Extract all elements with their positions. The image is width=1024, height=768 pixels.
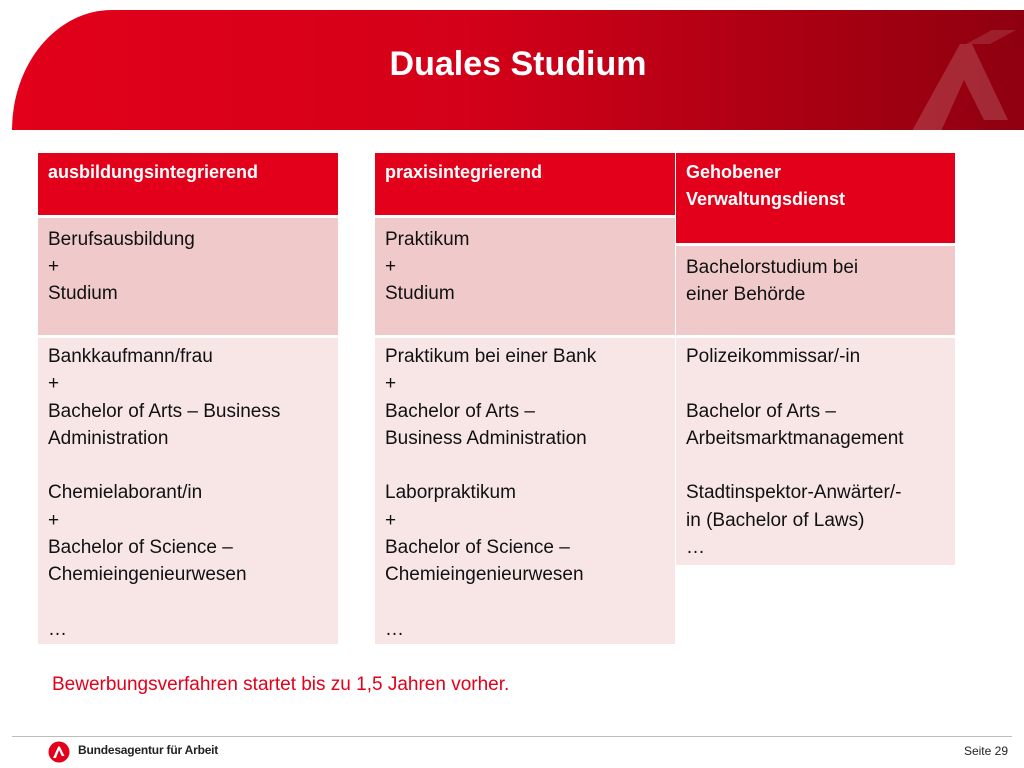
column-examples: Polizeikommissar/-in Bachelor of Arts – Arbeitsmarktmanagement Stadtinspektor-Anwärter/- in (Bachelor of Laws) … — [676, 338, 955, 565]
column-praxisintegrierend — [375, 153, 675, 644]
ba-logo-icon — [48, 741, 70, 763]
column-header: praxisintegrierend — [375, 153, 675, 215]
column-ausbildungsintegrierend — [38, 153, 338, 644]
column-examples: Praktikum bei einer Bank + Bachelor of Arts – Business Administration Laborpraktikum + Bachelor of Science – Chemieingenieurwesen … — [375, 338, 675, 644]
column-summary: Bachelorstudium bei einer Behörde — [676, 246, 955, 335]
slide-title: Duales Studium — [389, 45, 647, 83]
column-header: ausbildungsintegrierend — [38, 153, 338, 215]
column-verwaltungsdienst — [676, 153, 955, 565]
page-number: Seite 29 — [963, 744, 1008, 758]
title-banner — [12, 10, 1024, 130]
column-examples: Bankkaufmann/frau + Bachelor of Arts – Business Administration Chemielaborant/in + Bachelor of Science – Chemieingenieurwesen … — [38, 338, 338, 644]
footer-divider — [12, 736, 1012, 737]
column-summary: Praktikum + Studium — [375, 218, 675, 335]
column-summary: Berufsausbildung + Studium — [38, 218, 338, 335]
application-note: Bewerbungsverfahren startet bis zu 1,5 Jahren vorher. — [52, 674, 510, 695]
column-header: Gehobener Verwaltungsdienst — [676, 153, 955, 243]
footer-organization: Bundesagentur für Arbeit — [78, 743, 219, 757]
